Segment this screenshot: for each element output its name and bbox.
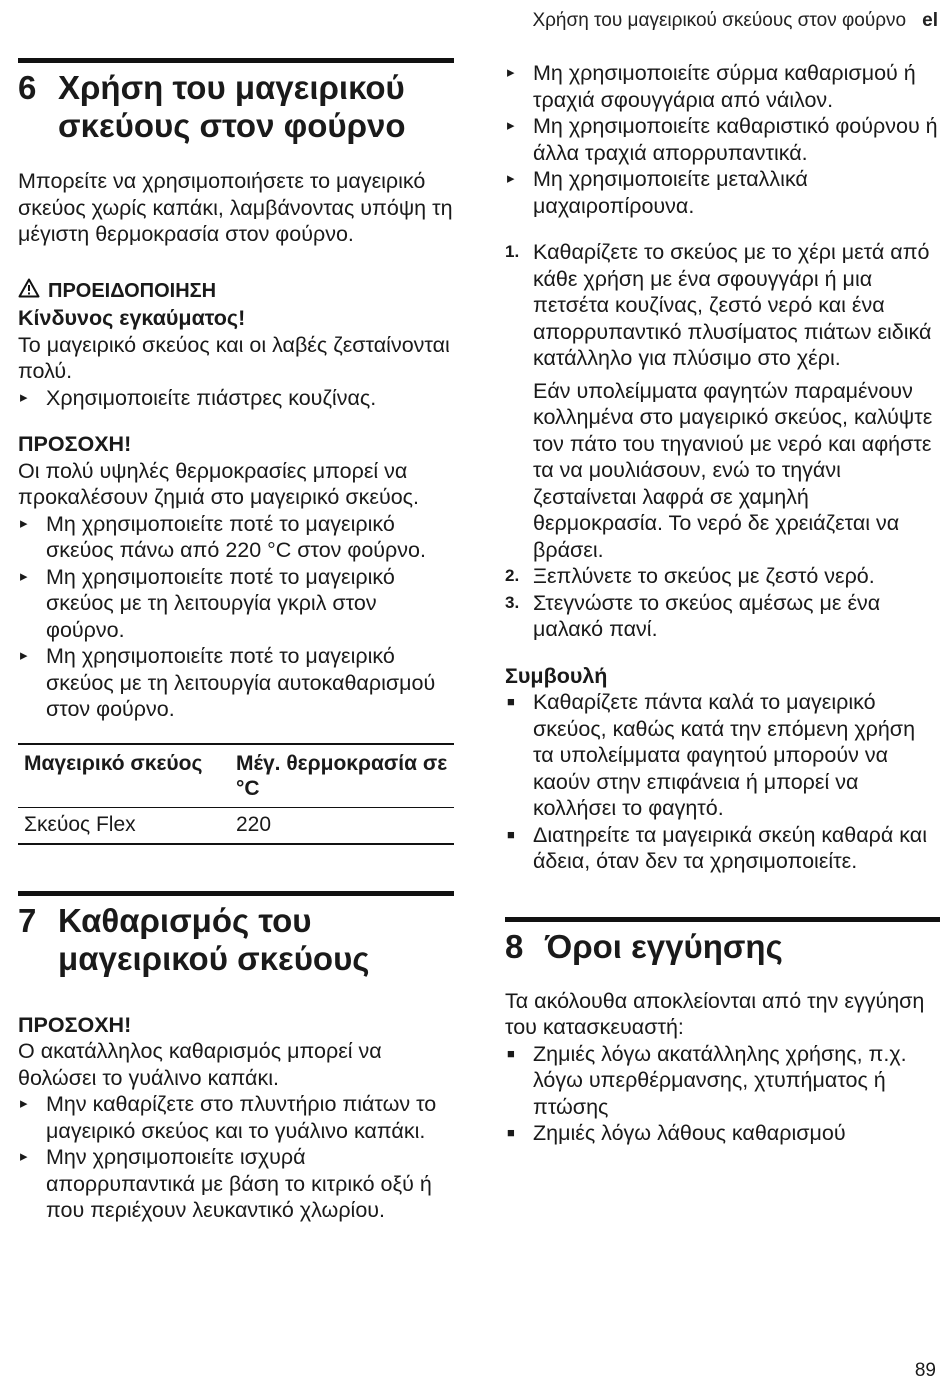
- list-item: ▸ Μη χρησιμοποιείτε ποτέ το μαγειρικό σκεύος με τη λειτουργία αυτοκαθαρισμού στον φούρνο.: [18, 643, 454, 723]
- warranty-exclusions: [505, 1041, 940, 1147]
- tip-block: [505, 663, 940, 875]
- list-item: ▸ Μη χρησιμοποιείτε καθαριστικό φούρνου ή άλλα τραχιά απορρυπαντικά.: [505, 113, 940, 166]
- warning-heading: Κίνδυνος εγκαύματος!: [18, 306, 246, 330]
- running-header: [532, 10, 938, 32]
- table-header-row: [18, 744, 454, 808]
- section-8-intro: Τα ακόλουθα αποκλείονται από την εγγύηση του κατασκευαστή:: [505, 988, 925, 1039]
- step-item: [505, 563, 940, 590]
- section-7-heading: [18, 891, 454, 978]
- list-item: ■ Καθαρίζετε πάντα καλά το μαγειρικό σκεύος, καθώς κατά την επόμενη χρήση τα υπολείμματα φαγητού μπορούν να καούν στην επιφάνεια ή μπορεί να κολλήσει το φαγητό.: [505, 689, 940, 822]
- warning-label: ΠΡΟΕΙΔΟΠΟΙΗΣΗ: [48, 280, 217, 302]
- list-item: ▸ Μη χρησιμοποιείτε σύρμα καθαρισμού ή τραχιά σφουγγάρια από νάιλον.: [505, 60, 940, 113]
- section-6-number: 6: [18, 69, 37, 106]
- caution-text: Οι πολύ υψηλές θερμοκρασίες μπορεί να προκαλέσουν ζημιά στο μαγειρικό σκεύος.: [18, 458, 419, 509]
- warning-triangle-icon: [18, 278, 48, 306]
- tip-list: [505, 689, 940, 875]
- max-temperature-table: [18, 743, 454, 845]
- list-item: ■ Ζημιές λόγω ακατάλληλης χρήσης, π.χ. λόγω υπερθέρμανσης, χτυπήματος ή πτώσης: [505, 1041, 940, 1121]
- right-column: [505, 60, 940, 1147]
- section-8-heading: [505, 917, 940, 966]
- table-cell: Σκεύος Flex: [24, 812, 136, 836]
- section-8-title: Όροι εγγύησης: [545, 927, 783, 965]
- section-6-heading: [18, 58, 454, 145]
- caution-list: [18, 1091, 454, 1224]
- step-item: [505, 239, 940, 563]
- list-item: ▸ Χρησιμοποιείτε πιάστρες κουζίνας.: [18, 385, 454, 412]
- section-6-intro: Μπορείτε να χρησιμοποιήσετε το μαγειρικό σκεύος χωρίς καπάκι, λαμβάνοντας υπόψη τη μέγιστη θερμοκρασία στον φούρνο.: [18, 169, 453, 246]
- list-item: ▸ Μη χρησιμοποιείτε ποτέ το μαγειρικό σκεύος με τη λειτουργία γκριλ στον φούρνο.: [18, 564, 454, 644]
- section-7-title: Καθαρισμός του μαγειρικού σκεύους: [58, 901, 370, 977]
- table-header-cell: Μαγειρικό σκεύος: [24, 751, 203, 775]
- running-title: Χρήση του μαγειρικού σκεύους στον φούρνο: [532, 10, 907, 31]
- caution-text: Ο ακατάλληλος καθαρισμός μπορεί να θολώσει το γυάλινο καπάκι.: [18, 1039, 382, 1090]
- tip-label: Συμβουλή: [505, 663, 608, 688]
- table-row: [18, 807, 454, 844]
- step-text: Ξεπλύνετε το σκεύος με ζεστό νερό.: [533, 564, 875, 588]
- left-column: [18, 58, 454, 1224]
- warning-text: Το μαγειρικό σκεύος και οι λαβές ζεσταίνονται πολύ.: [18, 332, 450, 383]
- table-cell: 220: [236, 812, 272, 836]
- section-8-number: 8: [505, 927, 524, 965]
- list-item: ▸ Μη χρησιμοποιείτε μεταλλικά μαχαιροπίρουνα.: [505, 166, 940, 219]
- list-item: ▸ Μη χρησιμοποιείτε ποτέ το μαγειρικό σκεύος πάνω από 220 °C στον φούρνο.: [18, 511, 454, 564]
- warning-block: [18, 278, 454, 412]
- section-6-title: Χρήση του μαγειρικού σκεύους στον φούρνο: [58, 69, 406, 144]
- warning-label-line: [18, 278, 454, 306]
- step-number: 3.: [505, 592, 520, 612]
- step-text: Καθαρίζετε το σκεύος με το χέρι μετά από κάθε χρήση με ένα σφουγγάρι ή μια πετσέτα κουζίνας, ζεστό νερό και ένα απορρυπαντικό πλυσίματος πιάτων ειδικά κατάλληλο για πλύσιμο στο χέρι.: [533, 240, 932, 370]
- page-number: 89: [914, 1360, 936, 1381]
- caution-list: [18, 511, 454, 723]
- table-header-cell: Μέγ. θερμοκρασία σε °C: [236, 751, 448, 800]
- caution-label: ΠΡΟΣΟΧΗ!: [18, 1012, 132, 1037]
- caution-block-7: [18, 1012, 454, 1224]
- list-item: ▸ Μην καθαρίζετε στο πλυντήριο πιάτων το μαγειρικό σκεύος και το γυάλινο καπάκι.: [18, 1091, 454, 1144]
- step-item: [505, 590, 940, 643]
- caution-list-continued: [505, 60, 940, 219]
- caution-label: ΠΡΟΣΟΧΗ!: [18, 432, 132, 456]
- language-code: el: [922, 10, 938, 31]
- list-item: ■ Διατηρείτε τα μαγειρικά σκεύη καθαρά και άδεια, όταν δεν τα χρησιμοποιείτε.: [505, 822, 940, 875]
- list-item: ■ Ζημιές λόγω λάθους καθαρισμού: [505, 1120, 940, 1147]
- caution-block-6: [18, 431, 454, 723]
- step-number: 1.: [505, 242, 520, 261]
- step-note: Εάν υπολείμματα φαγητών παραμένουν κολλημένα στο μαγειρικό σκεύος, καλύψτε τον πάτο του τηγανιού με νερό και αφήστε τα να μουλιάσουν, ενώ το τηγάνι ζεσταίνεται λαφρά σε χαμηλή θερμοκρασία. Το νερό δε χρειάζεται να βράσει.: [533, 378, 933, 562]
- warning-list: [18, 385, 454, 412]
- section-7-number: 7: [18, 901, 37, 939]
- step-text: Στεγνώστε το σκεύος αμέσως με ένα μαλακό πανί.: [533, 590, 881, 641]
- step-number: 2.: [505, 566, 520, 585]
- cleaning-steps: [505, 239, 940, 643]
- list-item: ▸ Μην χρησιμοποιείτε ισχυρά απορρυπαντικά με βάση το κιτρικό οξύ ή που περιέχουν λευκαντικό χλωρίου.: [18, 1144, 454, 1224]
